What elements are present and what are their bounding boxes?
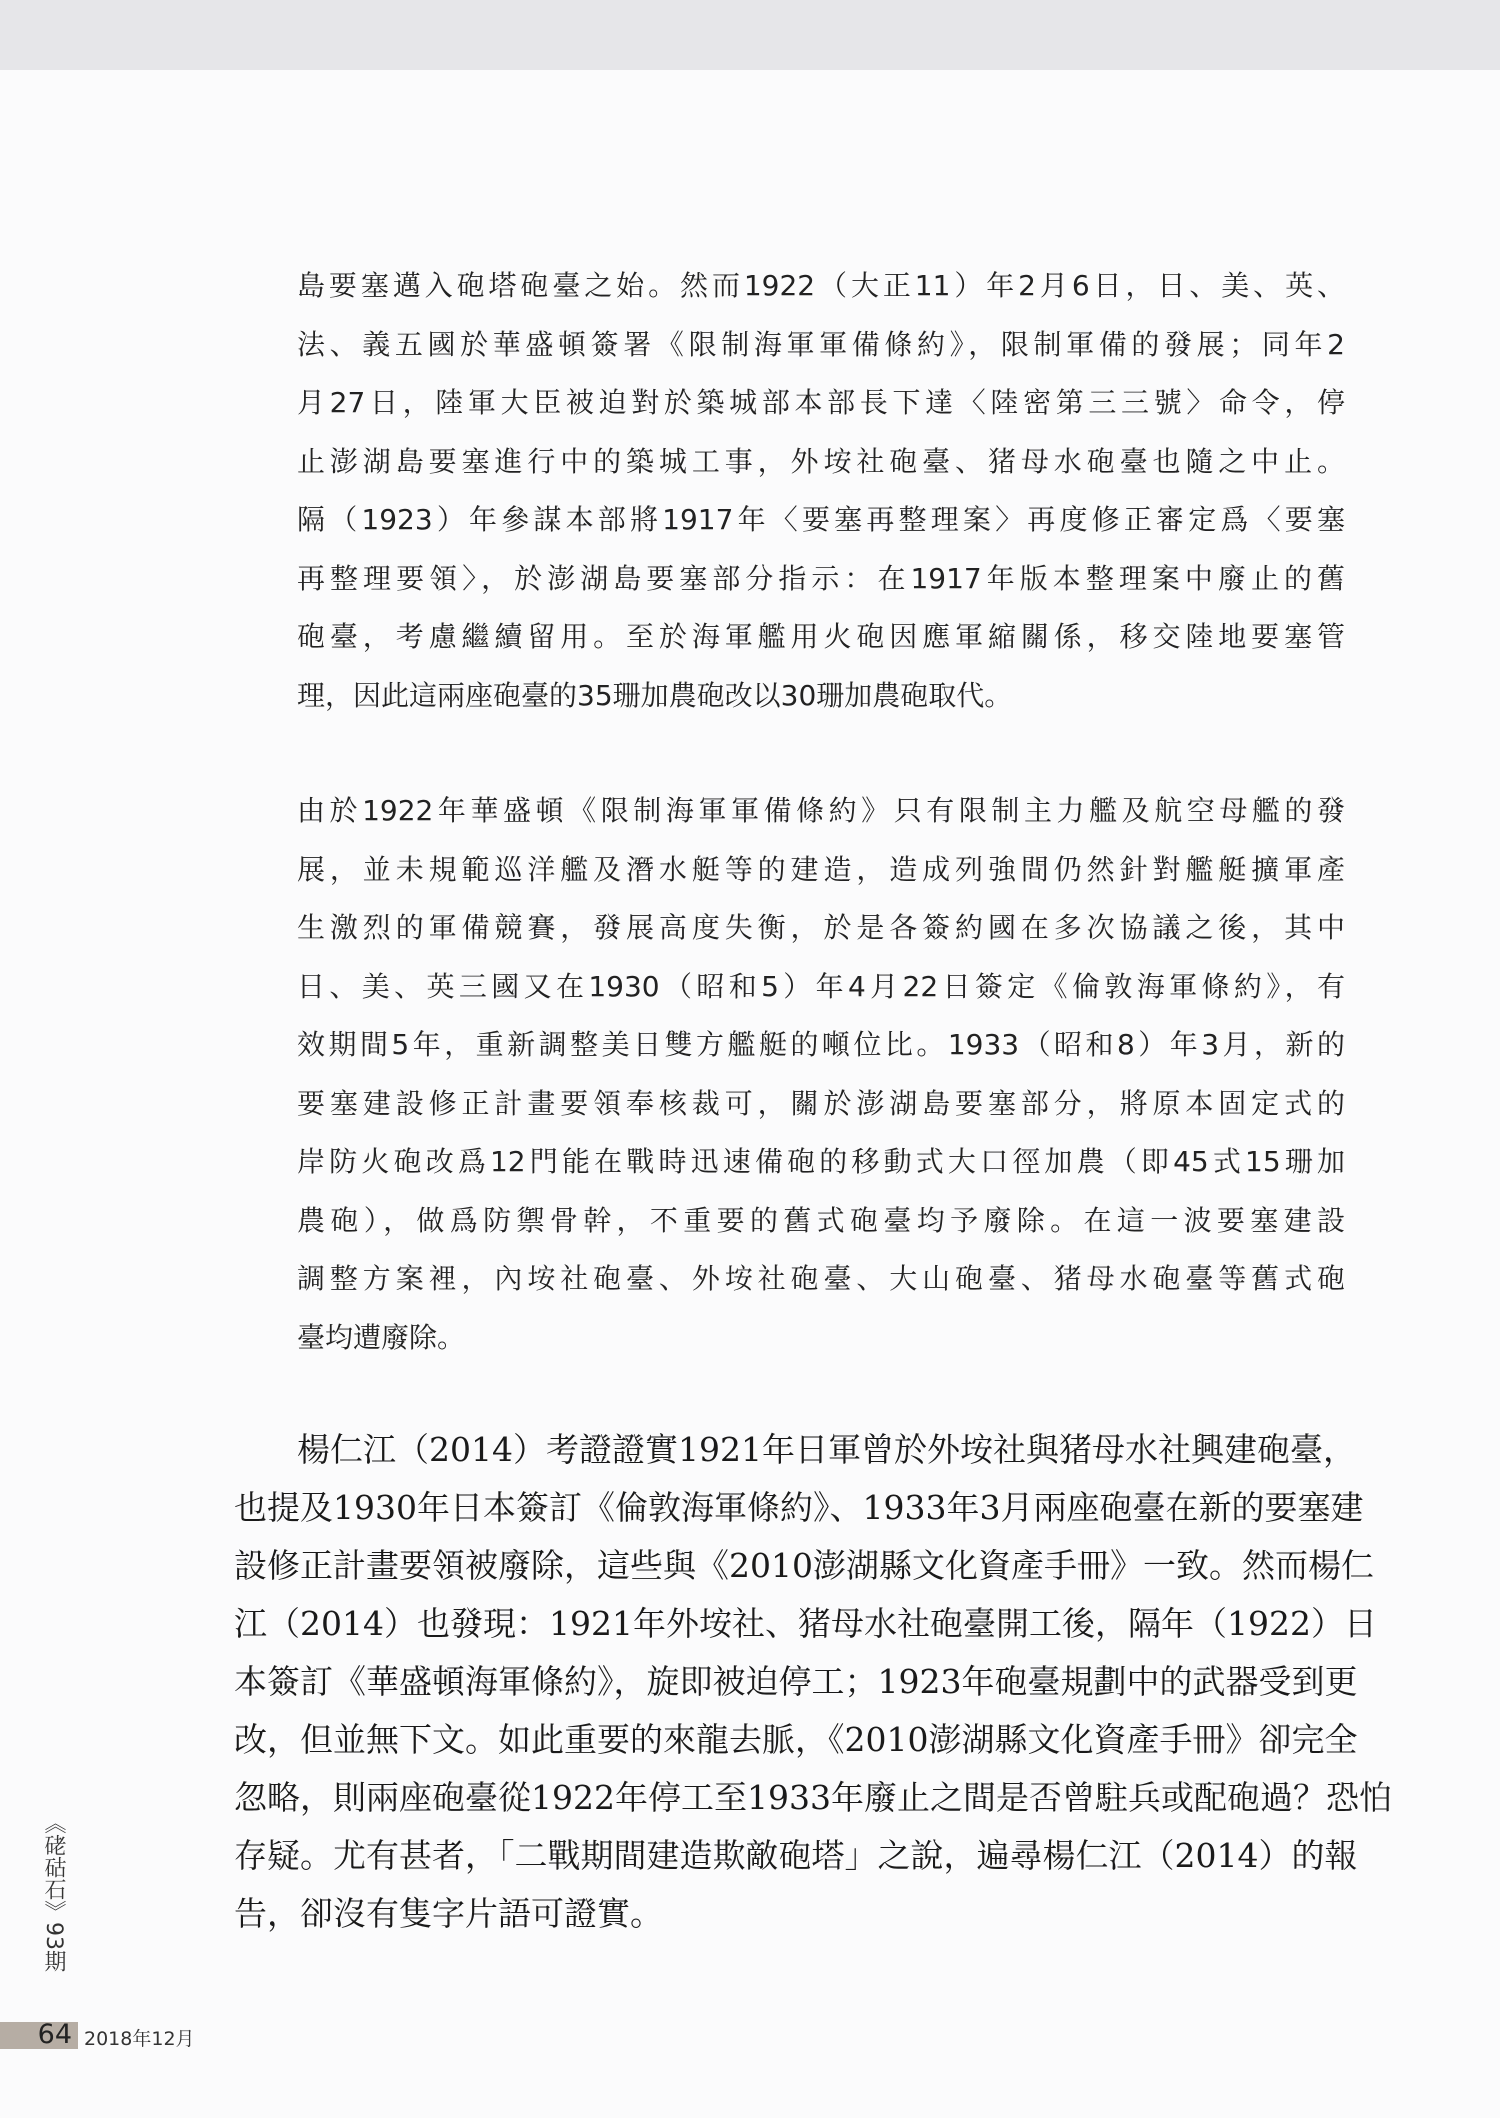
text-line: 理，因此這兩座砲臺的35珊加農砲改以30珊加農砲取代。 (297, 678, 1013, 712)
text-line: 本簽訂《華盛頓海軍條約》，旋即被迫停工；1923年砲臺規劃中的武器受到更 (234, 1662, 1358, 1701)
text-line: 再整理要領〉，於澎湖島要塞部分指示：在1917年版本整理案中廢止的舊 (297, 561, 1345, 595)
issue-date: 2018年12月 (84, 2028, 195, 2050)
page-number-tab (0, 2019, 78, 2050)
text-line: 效期間5年，重新調整美日雙方艦艇的噸位比。1933（昭和8）年3月，新的 (297, 1028, 1345, 1061)
text-line: 設修正計畫要領被廢除，這些與《2010澎湖縣文化資產手冊》一致。然而楊仁 (234, 1546, 1374, 1585)
text-line: 法、義五國於華盛頓簽署《限制海軍軍備條約》，限制軍備的發展；同年2 (297, 327, 1345, 361)
text-line: 止澎湖島要塞進行中的築城工事，外垵社砲臺、猪母水砲臺也隨之中止。 (297, 444, 1345, 478)
text-line: 也提及1930年日本簽訂《倫敦海軍條約》、1933年3月兩座砲臺在新的要塞建 (234, 1488, 1364, 1527)
text-line: 臺均遭廢除。 (297, 1320, 466, 1354)
text-line: 存疑。尤有甚者，「二戰期間建造欺敵砲塔」之說，遍尋楊仁江（2014）的報 (234, 1836, 1358, 1875)
quote-paragraph-2 (297, 791, 1345, 1376)
text-line: 由於1922年華盛頓《限制海軍軍備條約》只有限制主力艦及航空母艦的發 (297, 794, 1345, 827)
text-line: 月27日，陸軍大臣被迫對於築城部本部長下達〈陸密第三三號〉命令，停 (297, 386, 1345, 419)
quote-paragraph-1 (297, 266, 1345, 734)
body-paragraph (234, 1428, 1392, 1950)
text-line: 生激烈的軍備競賽，發展高度失衡，於是各簽約國在多次協議之後，其中 (297, 911, 1345, 944)
text-line: 展，並未規範巡洋艦及潛水艇等的建造，造成列強間仍然針對艦艇擴軍產 (297, 852, 1345, 886)
text-line: 忽略，則兩座砲臺從1922年停工至1933年廢止之間是否曾駐兵或配砲過？恐怕 (234, 1778, 1392, 1817)
text-line: 島要塞邁入砲塔砲臺之始。然而1922（大正11）年2月6日，日、美、英、 (297, 269, 1345, 302)
text-line: 告，卻沒有隻字片語可證實。 (234, 1894, 663, 1933)
scan-top-band (0, 0, 1500, 70)
text-line: 要塞建設修正計畫要領奉核裁可，關於澎湖島要塞部分，將原本固定式的 (297, 1086, 1345, 1120)
text-line: 日、美、英三國又在1930（昭和5）年4月22日簽定《倫敦海軍條約》，有 (297, 969, 1345, 1003)
text-line: 調整方案裡，內垵社砲臺、外垵社砲臺、大山砲臺、猪母水砲臺等舊式砲 (297, 1262, 1345, 1295)
text-line: 楊仁江（2014）考證證實1921年日軍曾於外垵社與猪母水社興建砲臺， (297, 1430, 1356, 1469)
text-line: 砲臺，考慮繼續留用。至於海軍艦用火砲因應軍縮關係，移交陸地要塞管 (297, 620, 1345, 653)
text-line: 岸防火砲改爲12門能在戰時迅速備砲的移動式大口徑加農（即45式15珊加 (297, 1145, 1345, 1178)
text-line: 農砲），做爲防禦骨幹，不重要的舊式砲臺均予廢除。在這一波要塞建設 (297, 1203, 1345, 1237)
text-line: 改，但並無下文。如此重要的來龍去脈，《2010澎湖縣文化資產手冊》卻完全 (234, 1720, 1358, 1759)
journal-name: 《硓𥑮石》93期 (41, 1812, 66, 1972)
page-number: 64 (37, 2019, 72, 2050)
text-line: 江（2014）也發現：1921年外垵社、猪母水社砲臺開工後，隔年（1922）日 (234, 1604, 1377, 1643)
text-line: 隔（1923）年參謀本部將1917年〈要塞再整理案〉再度修正審定爲〈要塞 (297, 503, 1345, 536)
